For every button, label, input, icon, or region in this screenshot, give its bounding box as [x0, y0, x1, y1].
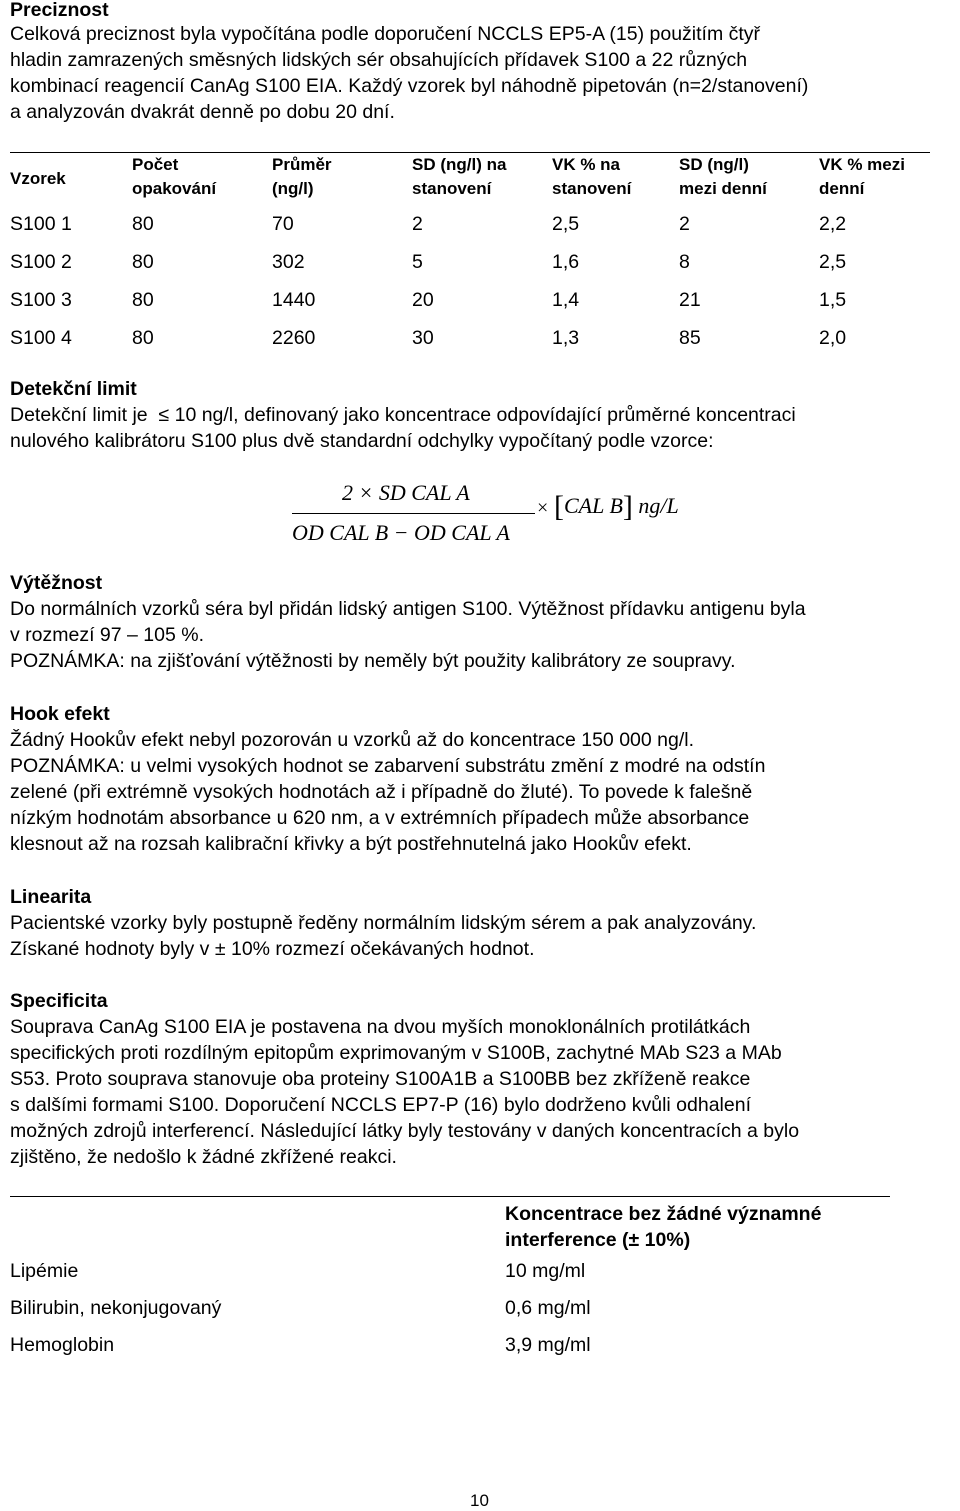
table-cell: Hemoglobin [10, 1334, 115, 1356]
recovery-line: Do normálních vzorků séra byl přidán lidský antigen S100. Výtěžnost přídavku antigenu byla [10, 598, 806, 620]
column-header: Vzorek [10, 169, 66, 188]
table-cell: 85 [679, 326, 701, 349]
table-cell: 8 [679, 250, 690, 273]
table-cell: 70 [272, 212, 294, 235]
table-row [10, 205, 930, 243]
table-cell: 2 [412, 212, 423, 235]
precision-table [10, 152, 930, 357]
specificity-line: možných zdrojů interferencí. Následující látky byly testovány v daných koncentracích a bylo [10, 1120, 800, 1142]
linearity-line: Získané hodnoty byly v ± 10% rozmezí očekávaných hodnot. [10, 938, 535, 960]
fraction-bar [292, 513, 535, 514]
table-cell: S100 2 [10, 250, 72, 273]
specificity-line: S53. Proto souprava stanovuje oba proteiny S100A1B a S100BB bez zkříženě reakce [10, 1068, 751, 1090]
table-cell: 1440 [272, 288, 316, 311]
less-or-equal-symbol: ≤ [158, 404, 170, 426]
column-header: VK % na stanovení [552, 155, 632, 198]
precision-line: kombinací reagencií CanAg S100 EIA. Každý vzorek byl náhodně pipetován (n=2/stanovení) [10, 75, 809, 97]
recovery-paragraph [10, 596, 940, 674]
table-cell: 80 [132, 326, 154, 349]
multiply-sign: × [537, 497, 549, 519]
table-cell: 2 [679, 212, 690, 235]
recovery-line: v rozmezí 97 – 105 %. [10, 624, 205, 646]
table-cell: 2,5 [552, 212, 580, 235]
table-row [10, 243, 930, 281]
specificity-line: specifických proti rozdílným epitopům exprimovaným v S100B, zachytné MAb S23 a MAb [10, 1042, 782, 1064]
formula-calibrator-term: [CAL B] ng/L [554, 490, 679, 523]
table-cell: 3,9 mg/ml [505, 1334, 591, 1356]
table-cell: 302 [272, 250, 305, 273]
formula-numerator: 2 × SD CAL A [342, 480, 470, 505]
detection-paragraph [10, 402, 940, 454]
table-cell: S100 3 [10, 288, 72, 311]
column-header: Počet opakování [132, 155, 217, 198]
page-number: 10 [470, 1491, 489, 1510]
table-cell: Bilirubin, nekonjugovaný [10, 1297, 222, 1319]
precision-line: Celková preciznost byla vypočítána podle doporučení NCCLS EP5-A (15) použitím čtyř [10, 23, 761, 45]
hook-line: klesnout až na rozsah kalibrační křivky a být postřehnutelná jako Hookův efekt. [10, 833, 692, 855]
table-cell: S100 4 [10, 326, 72, 349]
detection-line: nulového kalibrátoru S100 plus dvě standardní odchylky vypočítaný podle vzorce: [10, 430, 714, 452]
hook-line: nízkým hodnotám absorbance u 620 nm, a v extrémních případech může absorbance [10, 807, 750, 829]
hook-line: POZNÁMKA: u velmi vysokých hodnot se zabarvení substrátu změní z modré na odstín [10, 755, 766, 777]
precision-heading: Preciznost [10, 0, 109, 21]
recovery-heading: Výtěžnost [10, 572, 103, 594]
detection-line: Detekční limit je ≤ 10 ng/l, definovaný jako koncentrace odpovídající průměrné koncentraci [10, 404, 796, 426]
table-cell: 2260 [272, 326, 316, 349]
precision-line: hladin zamrazených směsných lidských sér obsahujících přídavek S100 a 22 různých [10, 49, 748, 71]
hook-line: zelené (při extrémně vysokých hodnotách až i případně do žluté). To povede k falešně [10, 781, 753, 803]
specificity-paragraph [10, 1014, 940, 1170]
table-cell: 5 [412, 250, 423, 273]
table-cell: 80 [132, 288, 154, 311]
table-cell: 80 [132, 250, 154, 273]
table-cell: 0,6 mg/ml [505, 1297, 591, 1319]
column-header: Průměr (ng/l) [272, 155, 332, 198]
table-cell: 1,6 [552, 250, 580, 273]
recovery-line: POZNÁMKA: na zjišťování výtěžnosti by neměly být použity kalibrátory ze soupravy. [10, 650, 736, 672]
column-header: SD (ng/l) mezi denní [679, 155, 767, 198]
linearity-heading: Linearita [10, 886, 92, 908]
specificity-line: zjištěno, že nedošlo k žádné zkřížené reakci. [10, 1146, 397, 1168]
table-row [10, 1253, 890, 1290]
specificity-line: s dalšími formami S100. Doporučení NCCLS EP7-P (16) bylo dodrženo kvůli odhalení [10, 1094, 751, 1116]
table-cell: S100 1 [10, 212, 72, 235]
interference-table [10, 1196, 890, 1364]
formula-denominator: OD CAL B − OD CAL A [292, 520, 510, 545]
column-header: Koncentrace bez žádné významné interference (± 10%) [505, 1203, 822, 1251]
specificity-heading: Specificita [10, 990, 108, 1012]
linearity-paragraph [10, 910, 940, 962]
hook-heading: Hook efekt [10, 703, 110, 725]
table-row [10, 281, 930, 319]
specificity-line: Souprava CanAg S100 EIA je postavena na dvou myších monoklonálních protilátkách [10, 1016, 751, 1038]
detection-heading: Detekční limit [10, 378, 137, 400]
hook-line: Žádný Hookův efekt nebyl pozorován u vzorků až do koncentrace 150 000 ng/l. [10, 729, 695, 751]
table-header-row [10, 1197, 890, 1254]
precision-line: a analyzován dvakrát denně po dobu 20 dní. [10, 101, 395, 123]
table-cell: 21 [679, 288, 701, 311]
table-cell: 80 [132, 212, 154, 235]
table-row [10, 1290, 890, 1327]
column-header: SD (ng/l) na stanovení [412, 155, 507, 198]
table-cell: 1,4 [552, 288, 580, 311]
linearity-line: Pacientské vzorky byly postupně ředěny normálním lidským sérem a pak analyzovány. [10, 912, 757, 934]
table-header-row [10, 153, 930, 206]
column-header: VK % mezi denní [819, 155, 905, 198]
table-cell: 2,2 [819, 212, 847, 235]
table-cell: 10 mg/ml [505, 1260, 586, 1282]
table-cell: 1,3 [552, 326, 580, 349]
table-row [10, 1327, 890, 1364]
table-cell: 2,5 [819, 250, 847, 273]
table-cell: Lipémie [10, 1260, 79, 1282]
table-cell: 1,5 [819, 288, 847, 311]
table-cell: 30 [412, 326, 434, 349]
column-header [10, 1197, 505, 1254]
precision-paragraph [10, 21, 940, 125]
table-cell: 20 [412, 288, 434, 311]
hook-paragraph [10, 727, 940, 857]
table-row [10, 319, 930, 357]
table-cell: 2,0 [819, 326, 847, 349]
